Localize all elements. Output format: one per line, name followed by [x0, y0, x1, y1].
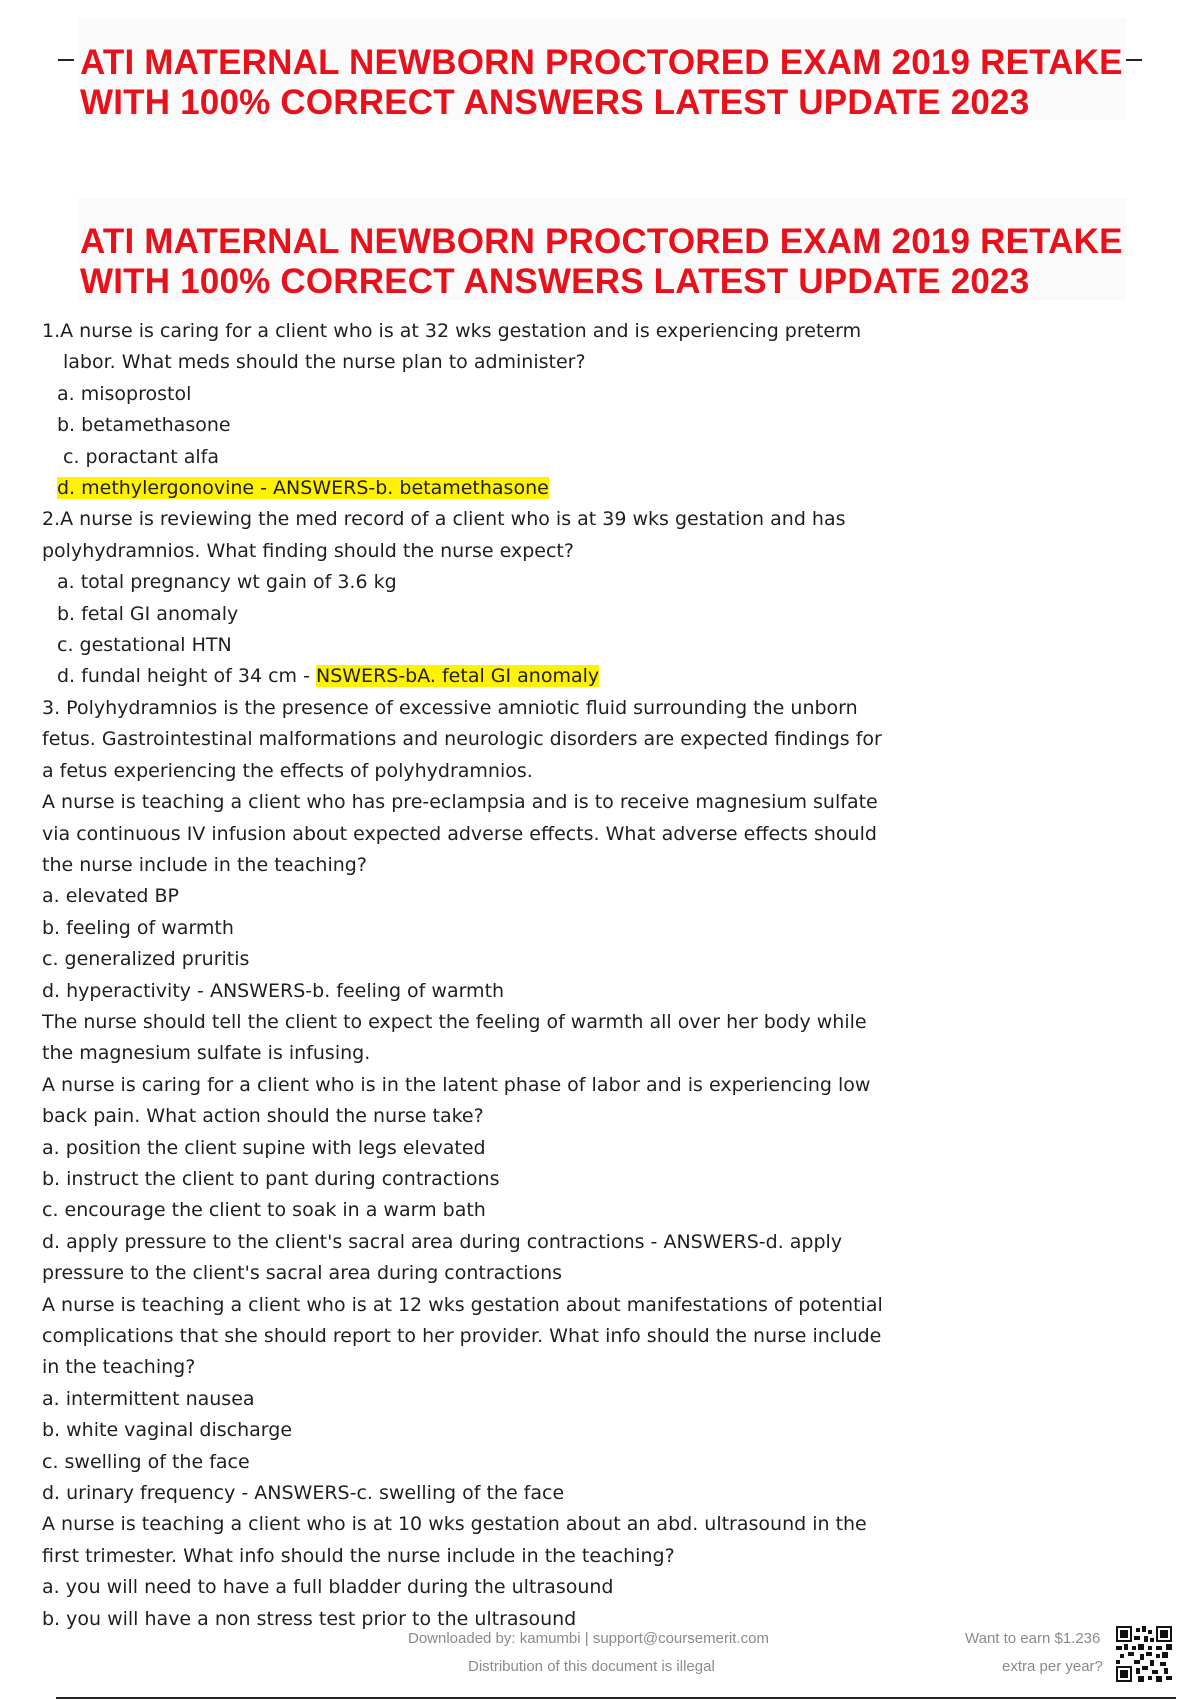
text-line: polyhydramnios. What finding should the nurse expect?	[42, 539, 574, 562]
distribution-notice: Distribution of this document is illegal	[468, 1658, 715, 1675]
option-line: a. position the client supine with legs elevated	[42, 1136, 486, 1159]
option-line: b. you will have a non stress test prior to the ultrasound	[42, 1607, 577, 1630]
earn-promo-line-1[interactable]: Want to earn $1.236	[965, 1630, 1101, 1647]
text-line: labor. What meds should the nurse plan to administer?	[63, 351, 586, 374]
text-line: The nurse should tell the client to expect the feeling of warmth all over her body while	[42, 1010, 867, 1033]
text-line: A nurse is teaching a client who has pre-eclampsia and is to receive magnesium sulfate	[42, 791, 878, 814]
text-line: the nurse include in the teaching?	[42, 853, 367, 876]
text-line: 1.A nurse is caring for a client who is at 32 wks gestation and is experiencing preterm	[42, 320, 862, 342]
page-title-second	[80, 222, 1140, 302]
text-line: A nurse is teaching a client who is at 12 wks gestation about manifestations of potential	[42, 1293, 883, 1316]
text-line: A nurse is teaching a client who is at 10 wks gestation about an abd. ultrasound in the	[42, 1513, 867, 1536]
option-line: a. total pregnancy wt gain of 3.6 kg	[57, 571, 397, 594]
answer-line: d. apply pressure to the client's sacral area during contractions - ANSWERS-d. apply	[42, 1230, 843, 1253]
download-notice: Downloaded by: kamumbi | support@coursemerit.com	[408, 1630, 769, 1647]
option-line: b. white vaginal discharge	[42, 1419, 293, 1442]
answer-line: d. hyperactivity - ANSWERS-b. feeling of warmth	[42, 979, 505, 1002]
text-line: the magnesium sulfate is infusing.	[42, 1042, 371, 1065]
option-line: b. instruct the client to pant during contractions	[42, 1167, 500, 1190]
title-line-1: ATI MATERNAL NEWBORN PROCTORED EXAM 2019 RETAKE	[80, 222, 1123, 261]
highlighted-answer: d. methylergonovine - ANSWERS-b. betamethasone	[57, 477, 549, 500]
left-dash	[58, 59, 74, 61]
answer-line: d. urinary frequency - ANSWERS-c. swelling of the face	[42, 1482, 565, 1505]
qr-code-icon[interactable]	[1116, 1626, 1172, 1682]
text-line: pressure to the client's sacral area during contractions	[42, 1262, 563, 1285]
document-body	[42, 316, 883, 1635]
title-line-2: WITH 100% CORRECT ANSWERS LATEST UPDATE 2023	[80, 262, 1030, 301]
title-line-1: ATI MATERNAL NEWBORN PROCTORED EXAM 2019 RETAKE	[80, 43, 1123, 82]
text-line: a fetus experiencing the effects of polyhydramnios.	[42, 759, 533, 782]
text-line: fetus. Gastrointestinal malformations and neurologic disorders are expected findings for	[42, 728, 882, 751]
text-line: in the teaching?	[42, 1356, 196, 1379]
option-line: a. elevated BP	[42, 885, 179, 908]
option-line: c. encourage the client to soak in a warm bath	[42, 1199, 486, 1222]
option-line: c. generalized pruritis	[42, 948, 250, 971]
answer-line	[42, 473, 862, 504]
option-line: c. swelling of the face	[42, 1450, 250, 1473]
text-line: back pain. What action should the nurse take?	[42, 1105, 484, 1128]
text-line: first trimester. What info should the nurse include in the teaching?	[42, 1544, 675, 1567]
text-line: complications that she should report to her provider. What info should the nurse include	[42, 1325, 882, 1347]
text-line: 3. Polyhydramnios is the presence of excessive amniotic fluid surrounding the unborn	[42, 696, 858, 719]
text-line: 2.A nurse is reviewing the med record of a client who is at 39 wks gestation and has	[42, 508, 846, 531]
bottom-divider	[56, 1697, 1176, 1699]
title-line-2: WITH 100% CORRECT ANSWERS LATEST UPDATE 2023	[80, 83, 1030, 122]
option-line: a. intermittent nausea	[42, 1387, 255, 1410]
option-line: a. you will need to have a full bladder during the ultrasound	[42, 1576, 614, 1599]
text-line: via continuous IV infusion about expected adverse effects. What adverse effects should	[42, 822, 877, 845]
page-title-top	[80, 43, 1140, 123]
option-text: d. fundal height of 34 cm -	[57, 665, 316, 688]
earn-promo-line-2[interactable]: extra per year?	[1002, 1658, 1103, 1675]
text-line: A nurse is caring for a client who is in the latent phase of labor and is experiencing low	[42, 1073, 871, 1096]
option-line: b. feeling of warmth	[42, 916, 234, 939]
highlighted-answer: NSWERS-bA. fetal GI anomaly	[316, 665, 600, 688]
option-line: b. betamethasone	[57, 414, 231, 437]
option-line: c. poractant alfa	[63, 445, 219, 468]
option-line: c. gestational HTN	[57, 634, 232, 657]
answer-line	[42, 661, 862, 692]
option-line: b. fetal GI anomaly	[57, 602, 239, 625]
option-line: a. misoprostol	[57, 382, 192, 405]
